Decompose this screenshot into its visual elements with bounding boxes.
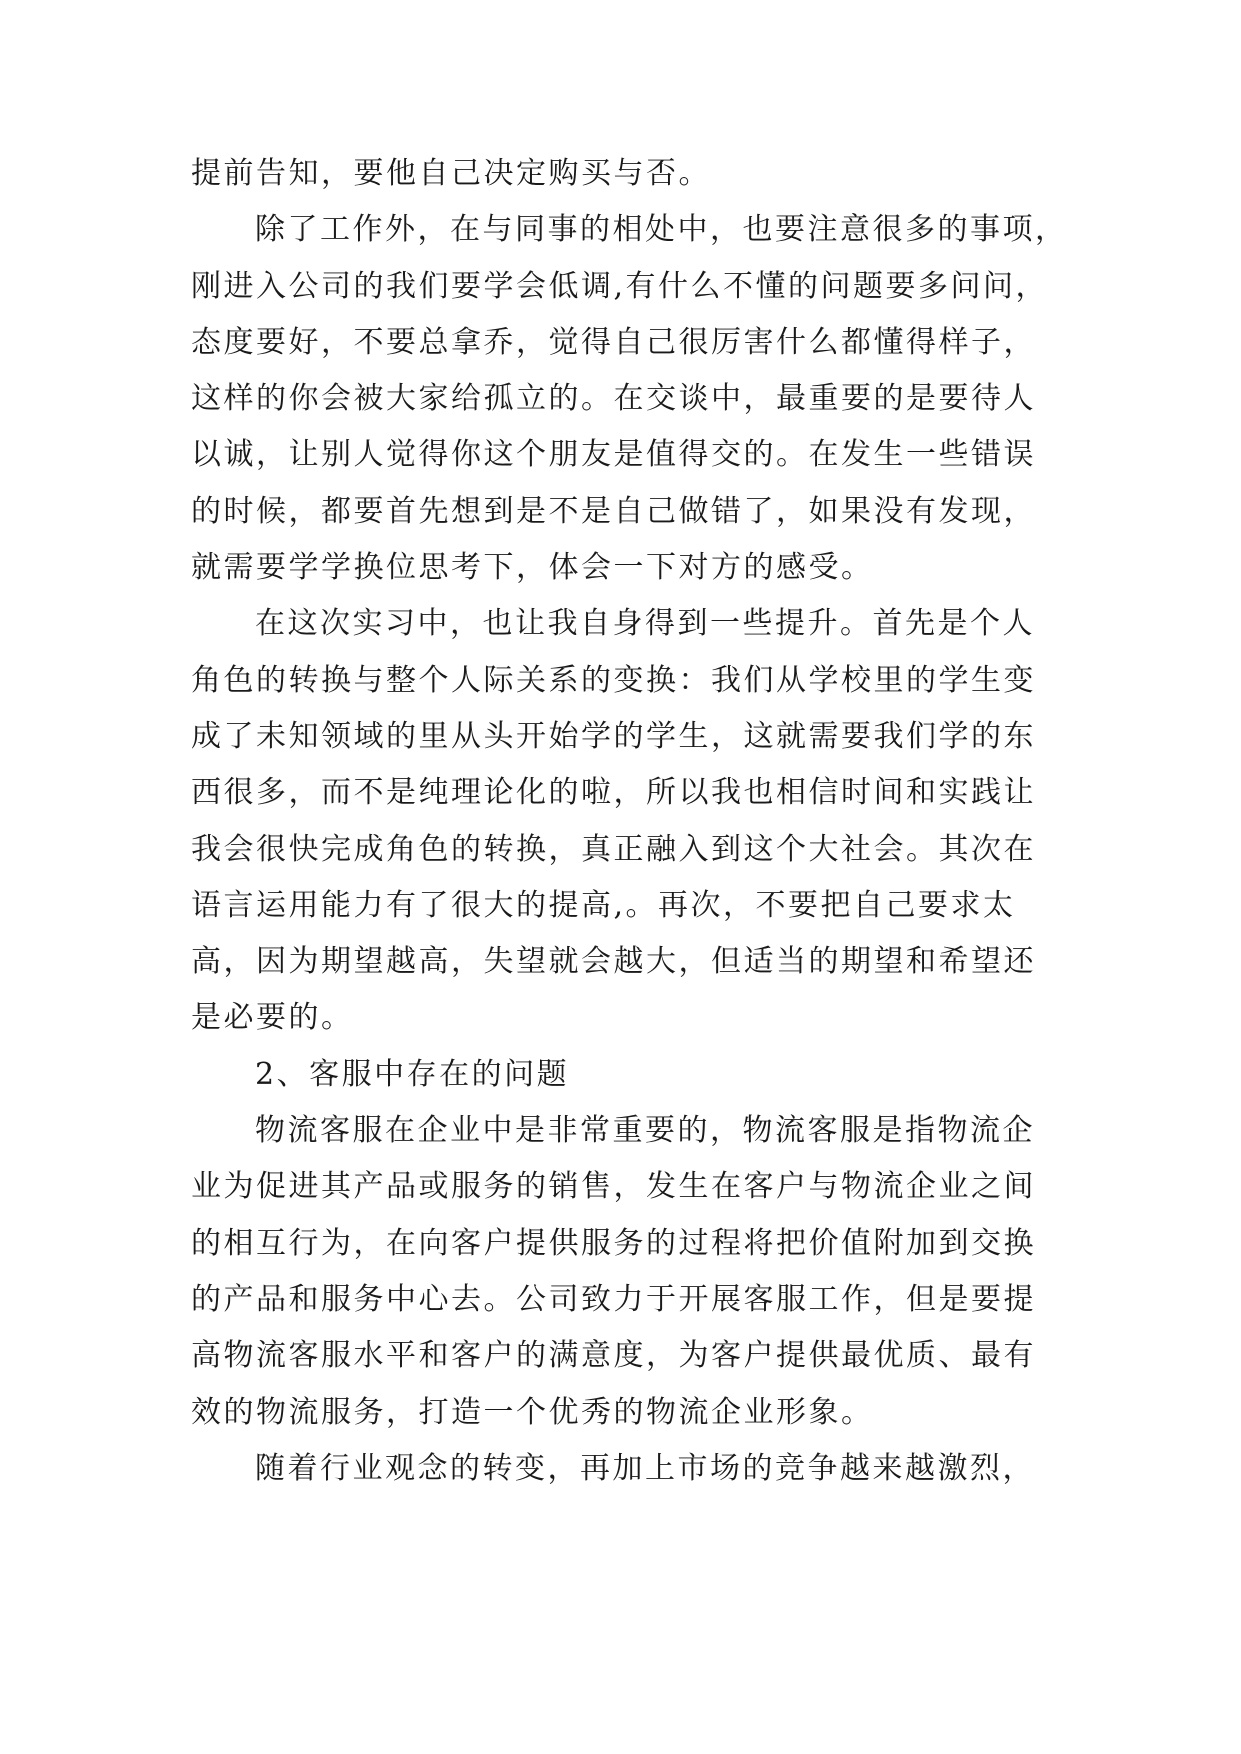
text-line: 物流客服在企业中是非常重要的，物流客服是指物流企 xyxy=(255,1113,1035,1149)
text-line: 角色的转换与整个人际关系的变换：我们从学校里的学生变 xyxy=(191,662,1036,698)
text-line: 随着行业观念的转变，再加上市场的竞争越来越激烈， xyxy=(255,1450,1035,1486)
text-line: 这样的你会被大家给孤立的。在交谈中，最重要的是要待人 xyxy=(191,381,1036,417)
text-line: 西很多，而不是纯理论化的啦，所以我也相信时间和实践让 xyxy=(191,775,1036,811)
text-line: 我会很快完成角色的转换，真正融入到这个大社会。其次在 xyxy=(191,831,1036,867)
body-text xyxy=(191,146,1091,1497)
text-line: 的时候，都要首先想到是不是自己做错了，如果没有发现， xyxy=(191,493,1036,529)
text-line: 业为促进其产品或服务的销售，发生在客户与物流企业之间 xyxy=(191,1169,1036,1205)
text-line: 是必要的。 xyxy=(191,1000,354,1036)
text-line: 以诚，让别人觉得你这个朋友是值得交的。在发生一些错误 xyxy=(191,437,1036,473)
text-line: 高物流客服水平和客户的满意度，为客户提供最优质、最有 xyxy=(191,1338,1036,1374)
text-line: 效的物流服务，打造一个优秀的物流企业形象。 xyxy=(191,1394,874,1430)
text-line: 高，因为期望越高，失望就会越大，但适当的期望和希望还 xyxy=(191,944,1036,980)
text-line: 语言运用能力有了很大的提高,。再次，不要把自己要求太 xyxy=(191,887,1016,923)
text-line: 的相互行为，在向客户提供服务的过程将把价值附加到交换 xyxy=(191,1225,1036,1261)
text-line: 成了未知领域的里从头开始学的学生，这就需要我们学的东 xyxy=(191,718,1036,754)
text-line: 提前告知，要他自己决定购买与否。 xyxy=(191,156,711,191)
text-line: 的产品和服务中心去。公司致力于开展客服工作，但是要提 xyxy=(191,1281,1036,1317)
text-line: 除了工作外，在与同事的相处中，也要注意很多的事项， xyxy=(255,212,1068,248)
text-line: 2、客服中存在的问题 xyxy=(255,1056,570,1092)
text-line: 态度要好，不要总拿乔，觉得自己很厉害什么都懂得样子， xyxy=(191,324,1036,360)
text-line: 在这次实习中，也让我自身得到一些提升。首先是个人 xyxy=(255,606,1035,642)
text-line: 就需要学学换位思考下，体会一下对方的感受。 xyxy=(191,550,874,586)
text-line: 刚进入公司的我们要学会低调,有什么不懂的问题要多问问， xyxy=(191,268,1049,304)
